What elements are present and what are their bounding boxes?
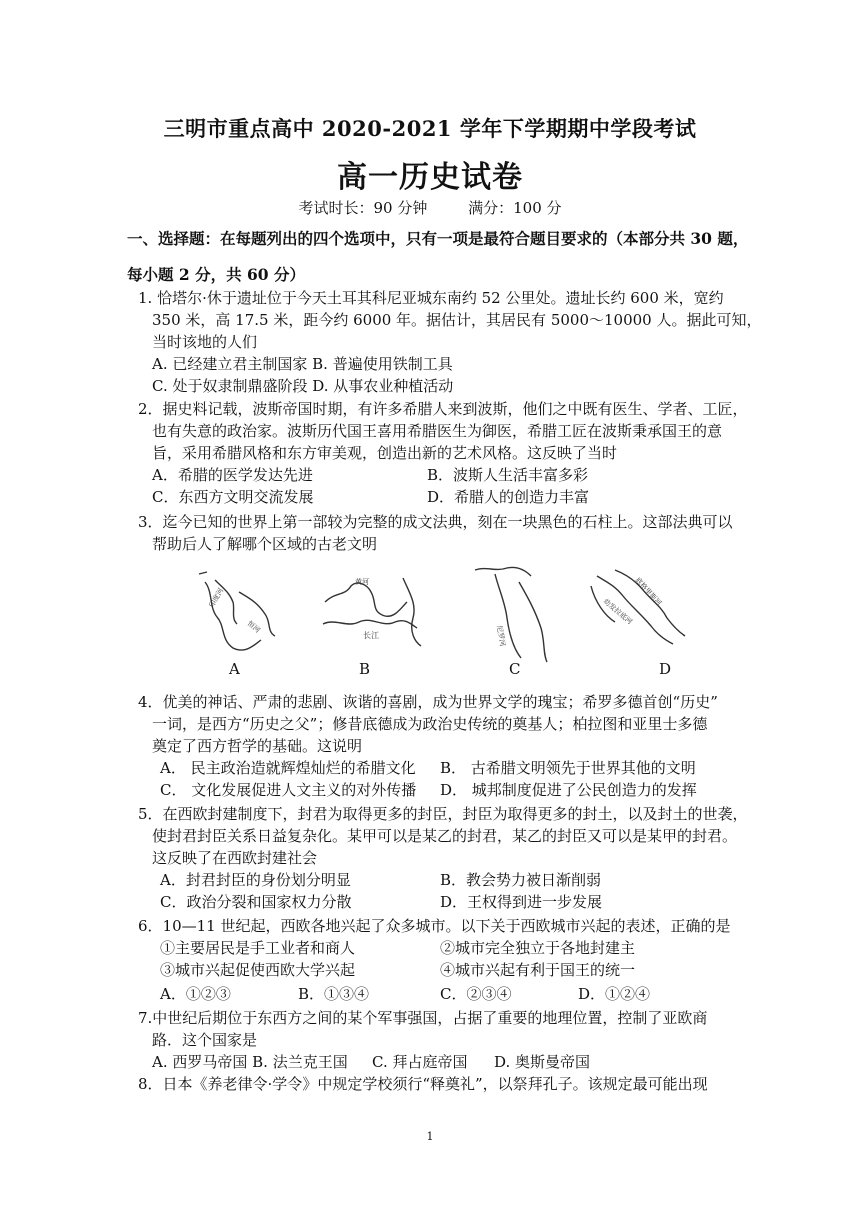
exam-duration: 考试时长：90 分钟 [298,199,428,217]
map-b-river-label-2: 长江 [363,631,379,640]
question-8: 8．日本《养老律令·学令》中规定学校须行“释奠礼”，以祭拜孔子。该规定最可能出现 [138,1075,708,1093]
section-heading: 一、选择题：在每题列出的四个选项中，只有一项是最符合题目要求的（本部分共 30 题， 每小题 2 分，共 60 分） [127,229,749,284]
q1-options-row-2: C. 处于奴隶制鼎盛阶段 D. 从事农业种植活动 [152,377,454,395]
map-d-river-label-2: 底格里斯河 [633,575,663,608]
q2-option-d: D．希腊人的创造力丰富 [427,488,590,506]
question-3: 3．迄今已知的世界上第一部较为完整的成文法典，刻在一块黑色的石柱上。这部法典可以 帮助后人了解哪个区域的古老文明 [138,513,733,553]
q5-option-d: D．王权得到进一步发展 [440,893,603,911]
main-title: 高一历史试卷 [337,160,523,195]
question-5: 5．在西欧封建制度下，封君为取得更多的封臣，封臣为取得更多的封土，以及封土的世袭， 使封君封臣关系日益复杂化。某甲可以是某乙的封君，某乙的封臣又可以是某甲的封君。 这反映了在西欧封建社会 [138,805,748,867]
school-title: 三明市重点高中 2020-2021 学年下学期期中学段考试 [163,116,697,141]
q7-options-ab: A. 西罗马帝国 B. 法兰克王国 [152,1053,348,1071]
q7-option-c: C. 拜占庭帝国 [372,1053,468,1071]
map-c-nile [475,567,547,662]
exam-info [0,197,860,218]
map-d-tigris-river [615,570,685,636]
q4-option-c: C． 文化发展促进人文主义的对外传播 [160,781,417,799]
question-1: 1. 恰塔尔·休于遗址位于今天土耳其科尼亚城东南约 52 公里处。遗址长约 600 米，宽约 350 米，高 17.5 米，距今约 6000 年。据估计，其居民有 5000～10000 人。据此可知， 当时该地的人们 A. 已经建立君主制国家 B. 普遍使用铁制工具 C. 处于奴隶制鼎盛阶段 D. 从事农业种植活动 [138,289,762,395]
map-b-yangtze-river [323,620,417,628]
map-c-river-label: 尼罗河 [495,624,507,648]
question-4: 4．优美的神话、严肃的悲剧、诙谐的喜剧，成为世界文学的瑰宝；希罗多德首创“历史” 一词，是西方“历史之父”；修昔底德成为政治史传统的奠基人；柏拉图和亚里士多德 奠定了西方哲学的基础。这说明 [138,693,718,755]
question-7: 7.中世纪后期位于东西方之间的某个军事强国，占据了重要的地理位置，控制了亚欧商 路．这个国家是 [138,1009,708,1049]
map-a-river-label-1: 印度河 [207,586,226,609]
map-a-indus-ganges [199,572,275,650]
map-a-label: A [229,660,240,678]
question-6: 6．10—11 世纪起，西欧各地兴起了众多城市。以下关于西欧城市兴起的表述，正确的是 [138,917,731,935]
q5-option-b: B．教会势力被日渐削弱 [440,871,602,889]
map-options [195,562,695,682]
q6-option-a: A．①②③ [160,985,231,1003]
q2-option-b: B．波斯人生活丰富多彩 [427,466,589,484]
map-c-red-sea [519,582,547,662]
q6-option-c: C．②③④ [440,985,512,1003]
map-b-yellow-river [325,583,407,616]
map-a-river-label-2: 恒河 [245,619,262,635]
q2-option-a: A．希腊的医学发达先进 [152,466,313,484]
q5-option-c: C．政治分裂和国家权力分散 [160,893,352,911]
page-number: 1 [426,1130,434,1143]
q4-option-a: A． 民主政治造就辉煌灿烂的希腊文化 [160,759,416,777]
map-c-coast [475,567,531,576]
map-d-label: D [659,660,672,678]
q6-option-d: D．①②④ [578,985,651,1003]
q5-option-a: A．封君封臣的身份划分明显 [160,871,351,889]
map-b-river-label-1: 黄河 [355,578,369,586]
map-b-label: B [359,660,371,678]
exam-full-score: 满分：100 分 [468,199,562,217]
q6-statement-2: ②城市完全独立于各地封建主 [440,939,636,957]
q4-option-d: D． 城邦制度促进了公民创造力的发挥 [440,781,697,799]
q1-options-row-1: A. 已经建立君主制国家 B. 普遍使用铁制工具 [152,355,453,373]
q7-option-d: D. 奥斯曼帝国 [494,1053,591,1071]
q6-statement-1: ①主要居民是手工业者和商人 [160,939,356,957]
map-b-coast [403,578,421,646]
q4-option-b: B． 古希腊文明领先于世界其他的文明 [440,759,696,777]
river-maps-figure [195,562,695,682]
q6-statement-3: ③城市兴起促使西欧大学兴起 [160,961,356,979]
q2-option-c: C．东西方文明交流发展 [152,488,314,506]
q6-option-b: B．①③④ [298,985,370,1003]
map-c-label: C [509,660,521,678]
map-d-river-label-1: 幼发拉底河 [601,597,634,627]
q6-statement-4: ④城市兴起有利于国王的统一 [440,961,636,979]
question-2: 2．据史料记载，波斯帝国时期，有许多希腊人来到波斯，他们之中既有医生、学者、工匠， 也有失意的政治家。波斯历代国王喜用希腊医生为御医，希腊工匠在波斯秉承国王的意 旨，采用希腊风格和东方审美观，创造出新的艺术风格。这反映了当时 [138,400,748,462]
